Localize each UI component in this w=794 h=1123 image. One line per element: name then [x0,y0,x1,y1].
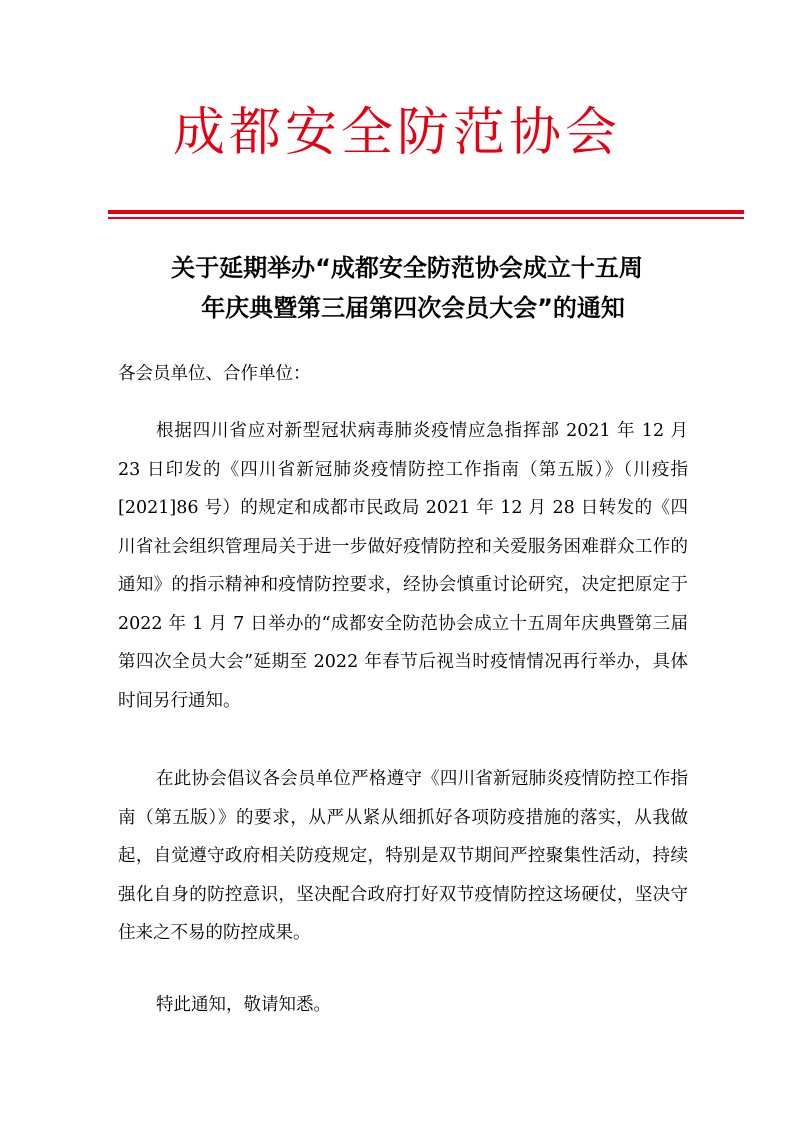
letterhead-rule-thick [108,210,744,214]
document-title [100,248,714,328]
organization-letterhead: 成都安全防范协会 [172,103,621,163]
body-paragraph-2: 在此协会倡议各会员单位严格遵守《四川省新冠肺炎疫情防控工作指南（第五版）》的要求，从严从紧从细抓好各项防疫措施的落实，从我做起，自觉遵守政府相关防疫规定，特别是双节期间严控聚集性活动，持续强化自身的防控意识，坚决配合政府打好双节疫情防控这场硬仗，坚决守住来之不易的防控成果。 [118,769,688,943]
letterhead-rule-thin [108,217,744,219]
document-title-line1: 关于延期举办“成都安全防范协会成立十五周 [171,254,643,282]
salutation: 各会员单位、合作单位： [118,364,311,384]
closing-line: 特此通知，敬请知悉。 [156,995,331,1015]
body-paragraph-1: 根据四川省应对新型冠状病毒肺炎疫情应急指挥部 2021 年 12 月 23 日印发的《四川省新冠肺炎疫情防控工作指南（第五版）》（川疫指[2021]86 号）的规定和成都市民政局 2021 年 12 月 28 日转发的《四川省社会组织管理局关于进一步做好疫情防控和关爱服务困难群众工作的通知》的指示精神和疫情防控要求，经协会慎重讨论研究，决定把原定于 2022 年 1 月 7 日举办的“成都安全防范协会成立十五周年庆典暨第三届第四次全员大会”延期至 2022 年春节后视当时疫情情况再行举办，具体时间另行通知。 [118,421,688,711]
document-title-line2: 年庆典暨第三届第四次会员大会”的通知 [201,294,625,322]
